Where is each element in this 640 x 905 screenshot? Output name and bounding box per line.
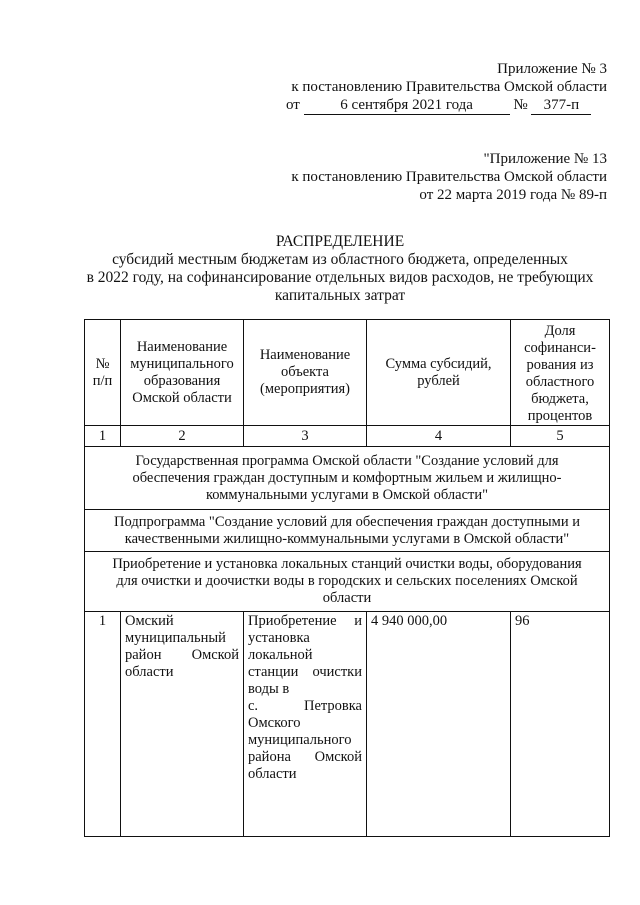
appendix-current-decree: к постановлению Правительства Омской области xyxy=(291,79,607,95)
document-heading: РАСПРЕДЕЛЕНИЕ xyxy=(275,233,405,250)
column-number: 2 xyxy=(121,426,244,447)
column-number-row xyxy=(85,426,610,447)
row-share: 96 xyxy=(511,612,610,837)
appendix-current-title: Приложение № 3 xyxy=(497,61,607,77)
table-header-row xyxy=(85,320,610,426)
subprogram-title: Подпрограмма "Создание условий для обеспечения граждан доступными и качественными жилищно-коммунальными услугами в Омской области" xyxy=(85,510,610,552)
program-title: Государственная программа Омской области "Создание условий для обеспечения граждан доступным и комфортным жильем и жилищно- коммунальными услугами в Омской области" xyxy=(85,447,610,510)
table-row xyxy=(85,612,610,837)
row-amount: 4 940 000,00 xyxy=(367,612,511,837)
program-row xyxy=(85,447,610,510)
row-municipality: Омский муниципальный район Омской области xyxy=(121,612,244,837)
header-amount: Сумма субсидий, рублей xyxy=(367,320,511,426)
column-number: 5 xyxy=(511,426,610,447)
header-object: Наименование объекта (мероприятия) xyxy=(244,320,367,426)
column-number: 1 xyxy=(85,426,121,447)
document-subtitle-line: субсидий местным бюджетам из областного бюджета, определенных xyxy=(112,251,568,268)
row-object: Приобретение и установка локальной станции очистки воды в с. Петровка Омского муниципального района Омской области xyxy=(244,612,367,837)
event-title: Приобретение и установка локальных станций очистки воды, оборудования для очистки и доочистки воды в городских и сельских поселениях Омской области xyxy=(85,552,610,612)
appendix-original-date: от 22 марта 2019 года № 89-п xyxy=(419,187,607,203)
document-subtitle-line: капитальных затрат xyxy=(274,287,406,304)
date-value: 6 сентября 2021 года xyxy=(304,96,510,115)
header-share: Доля софинанси- рования из областного бюджета, процентов xyxy=(511,320,610,426)
subprogram-row xyxy=(85,510,610,552)
appendix-original-decree: к постановлению Правительства Омской области xyxy=(291,169,607,185)
document-subtitle-line: в 2022 году, на софинансирование отдельных видов расходов, не требующих xyxy=(86,269,594,286)
column-number: 3 xyxy=(244,426,367,447)
distribution-table xyxy=(84,319,610,837)
row-number: 1 xyxy=(85,612,121,837)
number-value: 377-п xyxy=(531,96,591,115)
number-prefix: № xyxy=(513,97,528,113)
appendix-current-date-line xyxy=(286,96,607,115)
header-municipality: Наименование муниципального образования Омской области xyxy=(121,320,244,426)
header-number: № п/п xyxy=(85,320,121,426)
event-row xyxy=(85,552,610,612)
appendix-original-title: "Приложение № 13 xyxy=(483,151,607,167)
document-title xyxy=(60,233,620,305)
column-number: 4 xyxy=(367,426,511,447)
date-prefix: от xyxy=(286,97,300,113)
